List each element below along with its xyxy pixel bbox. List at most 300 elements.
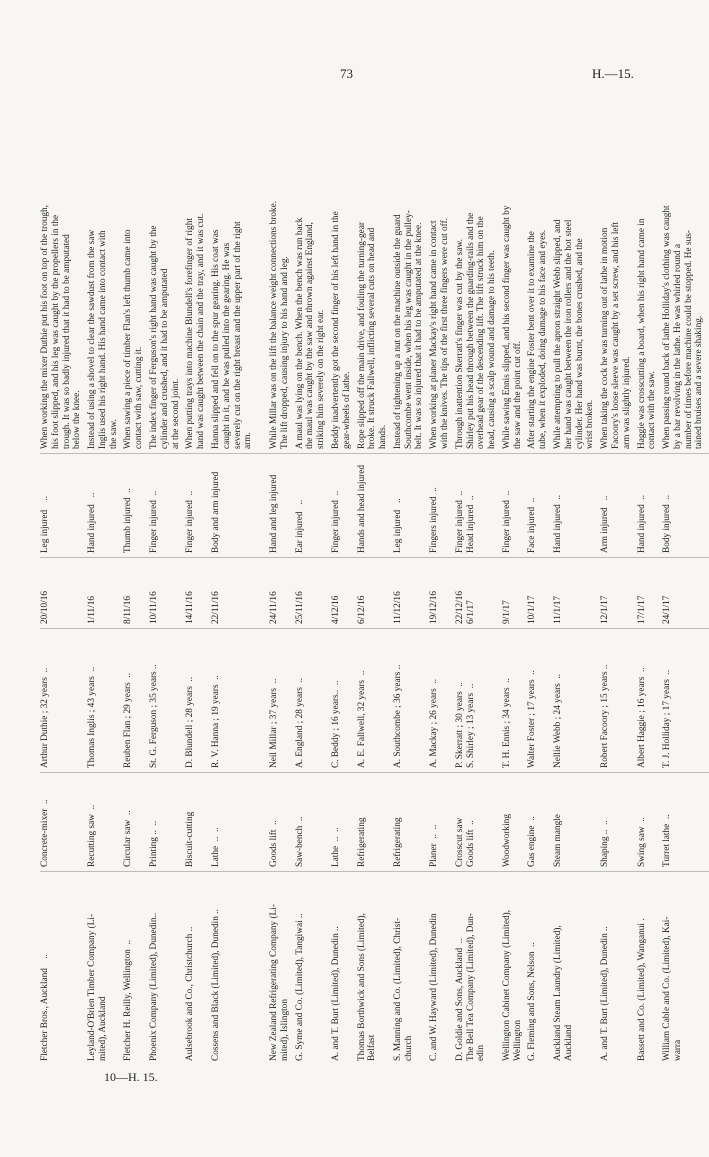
- cause-line: Through inattention Skerratt's finger was cut by the saw.: [454, 239, 465, 449]
- table-row: [149, 37, 185, 1065]
- occupier-cell: [123, 872, 149, 1066]
- cause-cell: [662, 37, 709, 454]
- machine-line: Saw-bench ..: [294, 816, 305, 867]
- cause-line: trough. It was so badly injured that it had to be amputated: [61, 234, 72, 449]
- machine-line: Crosscut saw: [454, 817, 465, 867]
- cause-line: When working at planer Mackay's right hand came in contact: [429, 220, 440, 449]
- cause-line: When taking the cock he was turning out of lathe in motion: [600, 227, 611, 449]
- injury-line: Finger injured ..: [501, 490, 512, 553]
- machine-cell: [455, 773, 502, 872]
- table-row: [637, 37, 663, 1065]
- date-cell: [185, 558, 211, 629]
- machine-cell: [553, 773, 600, 872]
- injury-cell: [393, 454, 429, 558]
- injury-cell: [149, 454, 185, 558]
- occupier-line: G. Syme and Co. (Limited), Tangiwai ..: [294, 913, 305, 1061]
- machine-line: Refrigerating: [392, 817, 403, 867]
- cause-line: Inglis used his right hand. His hand came into contact with: [97, 230, 108, 449]
- cause-line: contact with saw, cutting it.: [134, 346, 145, 449]
- date-cell: [331, 558, 357, 629]
- cause-cell: [637, 37, 663, 454]
- cause-cell: [258, 37, 295, 454]
- occupier-line: New Zealand Refrigerating Company (Li-: [269, 904, 280, 1061]
- cause-line: caught in it, and he was pulled into the gearing. He was: [221, 242, 232, 449]
- table-row: [393, 37, 429, 1065]
- table-row: [553, 37, 600, 1065]
- injury-cell: [527, 454, 553, 558]
- date-line: 10/11/16: [149, 591, 160, 624]
- cause-cell: [211, 37, 258, 454]
- cause-cell: [331, 37, 357, 454]
- cause-cell: [40, 37, 87, 454]
- cause-cell: [295, 37, 331, 454]
- cause-line: arm was slightly injured.: [621, 356, 632, 449]
- cause-line: the saw.: [108, 419, 119, 449]
- injury-cell: [502, 454, 528, 558]
- occupier-line: G. Fleming and Sons, Nelson ..: [527, 942, 538, 1061]
- accident-table-body: [40, 37, 709, 1065]
- injury-line: Leg injured ..: [40, 495, 50, 553]
- occupier-line: Fletcher Bros., Auckland ..: [40, 954, 50, 1061]
- occupier-cell: [637, 872, 663, 1066]
- injury-line: Hand injured ..: [87, 492, 98, 553]
- cause-line: Beddy inadvertently got the second finger of his left hand in the: [330, 211, 341, 449]
- person-line: St. G. Ferguson ; 35 years ..: [149, 664, 160, 768]
- date-line: 11/1/17: [553, 595, 564, 624]
- occupier-line: Thomas Borthwick and Sons (Limited),: [356, 913, 367, 1061]
- date-line: 24/11/16: [269, 591, 280, 624]
- injury-cell: [185, 454, 211, 558]
- injury-cell: [429, 454, 455, 558]
- date-cell: [393, 558, 429, 629]
- cause-line: hands.: [378, 424, 389, 449]
- injury-cell: [40, 454, 87, 558]
- table-row: [123, 37, 149, 1065]
- occupier-line: Cossens and Black (Limited), Dunedin ..: [210, 909, 221, 1061]
- occupier-cell: [527, 872, 553, 1066]
- cause-line: cylinder. Her hand was burnt, the bones crushed, and the: [574, 238, 585, 449]
- person-cell: [393, 629, 429, 773]
- cause-line: Shirley put his head through between the guarding-rails and the: [465, 212, 476, 449]
- person-cell: [455, 629, 502, 773]
- date-line: 6/1/17: [465, 600, 476, 624]
- date-line: 12/1/17: [600, 595, 611, 624]
- occupier-line: Belfast: [367, 1034, 378, 1061]
- machine-cell: [258, 773, 295, 872]
- injury-line: Face injured ..: [527, 497, 538, 553]
- cause-line: The lift dropped, causing injury to his hand and leg.: [279, 256, 290, 449]
- machine-cell: [295, 773, 331, 872]
- occupier-cell: [455, 872, 502, 1066]
- cause-line: contact with the saw.: [647, 371, 658, 449]
- occupier-line: Wellington: [512, 1019, 523, 1061]
- injury-cell: [258, 454, 295, 558]
- date-cell: [40, 558, 87, 629]
- cause-line: overhead gear of the descending lift. The lift struck him on the: [476, 216, 487, 449]
- injury-cell: [331, 454, 357, 558]
- cause-cell: [429, 37, 455, 454]
- date-line: 1/11/16: [87, 595, 98, 624]
- person-cell: [662, 629, 709, 773]
- person-line: S. Shirley ; 13 years ..: [465, 683, 476, 768]
- occupier-line: Phoenix Company (Limited), Dunedin..: [149, 912, 160, 1061]
- date-cell: [429, 558, 455, 629]
- occupier-cell: [553, 872, 600, 1066]
- occupier-line: church: [403, 1035, 414, 1061]
- cause-line: wrist broken.: [585, 399, 596, 449]
- cause-line: her hand was caught between the iron rollers and the hot steel: [563, 219, 574, 449]
- date-line: 20/10/16: [40, 590, 50, 624]
- occupier-line: C. and W. Hayward (Limited), Dunedin: [429, 913, 440, 1061]
- occupier-line: Auckland Steam Laundry (Limited),: [553, 925, 564, 1061]
- cause-line: Instead of using a shovel to clear the sawdust from the saw: [87, 229, 98, 449]
- occupier-cell: [40, 872, 87, 1066]
- cause-line: hand was caught between the chain and the tray, and it was cut.: [196, 213, 207, 449]
- injury-cell: [211, 454, 258, 558]
- cause-line: belt. It was so injured that it had to be amputated at the knee.: [414, 222, 425, 449]
- cause-cell: [185, 37, 211, 454]
- date-line: 10/1/17: [527, 595, 538, 624]
- cause-line: While sawing Ennis slipped, and his second finger was caught by: [501, 205, 512, 449]
- machine-line: Shaping .. ..: [600, 820, 611, 867]
- person-cell: [40, 629, 87, 773]
- machine-cell: [502, 773, 528, 872]
- cause-line: The index finger of Ferguson's right hand was caught by the: [149, 225, 160, 449]
- person-line: A. E. Fallwell, 32 years ..: [356, 670, 367, 768]
- machine-cell: [40, 773, 87, 872]
- cause-line: broke. It struck Fallwell, inflicting several cuts on head and: [367, 227, 378, 449]
- injury-line: Leg injured ..: [392, 498, 403, 553]
- person-line: Walter Foster ; 17 years ..: [527, 670, 538, 768]
- person-cell: [331, 629, 357, 773]
- person-line: Arthur Duthie ; 32 years ..: [40, 667, 50, 768]
- machine-cell: [662, 773, 709, 872]
- occupier-line: Wellington Cabinet Company (Limited),: [501, 909, 512, 1061]
- occupier-cell: [149, 872, 185, 1066]
- cause-line: While Millar was on the lift the balance weight connections broke.: [269, 200, 280, 449]
- table-row: [258, 37, 295, 1065]
- date-cell: [211, 558, 258, 629]
- machine-cell: [637, 773, 663, 872]
- person-cell: [553, 629, 600, 773]
- cause-line: Rope slipped off the main drive, and fouling the turning-gear: [356, 221, 367, 449]
- cause-line: below the knee.: [72, 390, 83, 449]
- injury-cell: [662, 454, 709, 558]
- cause-cell: [455, 37, 502, 454]
- occupier-line: William Cable and Co. (Limited), Kai-: [662, 916, 673, 1061]
- person-line: Robert Facoory ; 15 years ..: [600, 664, 611, 768]
- date-cell: [87, 558, 123, 629]
- footer-code: 10—H. 15.: [104, 1070, 158, 1084]
- machine-line: Lathe .. ..: [210, 827, 221, 867]
- machine-line: Steam mangle: [553, 814, 564, 867]
- document-code: H.—15.: [592, 66, 634, 81]
- person-line: P. Skerratt ; 30 years ..: [454, 682, 465, 768]
- injury-line: Finger injured ..: [330, 490, 341, 553]
- date-cell: [662, 558, 709, 629]
- cause-cell: [87, 37, 123, 454]
- person-line: Nellie Webb ; 24 years ..: [553, 673, 564, 768]
- injury-line: Hand injured ..: [553, 494, 564, 553]
- machine-line: Biscuit-cutting: [185, 811, 196, 867]
- occupier-line: D. Goldie and Sons, Auckland ..: [454, 938, 465, 1061]
- occupier-cell: [185, 872, 211, 1066]
- injury-line: Arm injured ..: [600, 495, 611, 553]
- date-line: 22/11/16: [210, 591, 221, 624]
- injury-line: Finger injured ..: [454, 490, 465, 553]
- person-cell: [211, 629, 258, 773]
- date-cell: [455, 558, 502, 629]
- person-line: A. Southcombe ; 36 years ..: [392, 664, 403, 768]
- person-line: C. Beddy ; 16 years.. ..: [330, 680, 341, 768]
- occupier-cell: [502, 872, 528, 1066]
- cause-line: Hanna slipped and fell on to the spur gearing. His coat was: [210, 229, 221, 449]
- cause-line: severely cut on the right breast and the upper part of the right: [232, 221, 243, 449]
- date-line: 24/1/17: [662, 595, 673, 624]
- cause-line: When passing round back of lathe Holliday's clothing was caught: [662, 205, 673, 449]
- machine-cell: [393, 773, 429, 872]
- date-cell: [295, 558, 331, 629]
- machine-line: Turret lathe ..: [662, 814, 673, 867]
- cause-line: After starting the engine Foster bent over it to examine the: [527, 231, 538, 449]
- occupier-line: Leyland-O'Brien Timber Company (Li-: [87, 913, 98, 1061]
- table-row: [502, 37, 528, 1065]
- cause-line: Haggie was crosscutting a board, when his right hand came in: [636, 218, 647, 449]
- date-line: 19/12/16: [429, 590, 440, 624]
- table-row: [600, 37, 636, 1065]
- person-cell: [527, 629, 553, 773]
- cause-line: Facoory's loose sleeve was caught by a set screw, and his left: [610, 221, 621, 449]
- table-row: [527, 37, 553, 1065]
- person-cell: [295, 629, 331, 773]
- injury-cell: [87, 454, 123, 558]
- occupier-cell: [429, 872, 455, 1066]
- cause-line: Instead of tightening up a nut on the machine outside the guard: [392, 214, 403, 449]
- date-line: 6/12/16: [356, 595, 367, 624]
- occupier-line: mited), Auckland: [97, 996, 108, 1061]
- cause-cell: [600, 37, 636, 454]
- injury-line: Finger injured ..: [185, 490, 196, 553]
- injury-line: Thumb injured ..: [123, 488, 134, 553]
- date-cell: [258, 558, 295, 629]
- cause-cell: [527, 37, 553, 454]
- cause-line: number of times before machine could be stopped. He sus-: [683, 230, 694, 449]
- accident-table: [40, 37, 709, 1065]
- cause-cell: [553, 37, 600, 454]
- cause-cell: [502, 37, 528, 454]
- cause-line: tained bruises and a severe shaking.: [694, 315, 705, 449]
- machine-cell: [527, 773, 553, 872]
- occupier-cell: [600, 872, 636, 1066]
- machine-cell: [211, 773, 258, 872]
- table-row: [662, 37, 709, 1065]
- injury-line: Ear injured ..: [294, 499, 305, 553]
- occupier-line: Bassett and Co. (Limited), Wanganui .: [636, 918, 647, 1061]
- machine-cell: [123, 773, 149, 872]
- person-cell: [600, 629, 636, 773]
- cause-line: by a bar revolving in the lathe. He was whirled round a: [672, 244, 683, 449]
- machine-cell: [357, 773, 393, 872]
- injury-line: Finger injured ..: [149, 490, 160, 553]
- occupier-line: A. and T. Burt (Limited), Dunedin ..: [330, 926, 341, 1061]
- injury-cell: [637, 454, 663, 558]
- cause-cell: [357, 37, 393, 454]
- person-line: Reuben Flan ; 29 years ..: [123, 672, 134, 768]
- date-cell: [600, 558, 636, 629]
- cause-cell: [123, 37, 149, 454]
- injury-line: Fingers injured ..: [429, 487, 440, 553]
- person-cell: [357, 629, 393, 773]
- date-line: 25/11/16: [294, 591, 305, 624]
- machine-line: Concrete-mixer ..: [40, 799, 50, 867]
- table-row: [429, 37, 455, 1065]
- injury-line: Hand and leg injured: [269, 474, 280, 553]
- table-row: [87, 37, 123, 1065]
- injury-cell: [553, 454, 600, 558]
- person-cell: [637, 629, 663, 773]
- machine-line: Woodworking: [501, 814, 512, 867]
- date-cell: [149, 558, 185, 629]
- cause-line: the saw and the point cut off.: [512, 340, 523, 449]
- person-cell: [502, 629, 528, 773]
- occupier-cell: [295, 872, 331, 1066]
- cause-cell: [393, 37, 429, 454]
- machine-line: Circular saw ..: [123, 810, 134, 867]
- machine-line: Refrigerating: [356, 817, 367, 867]
- occupier-line: A. and T. Burt (Limited), Dunedin ..: [600, 926, 611, 1061]
- cause-line: head, causing a scalp wound and damage to his teeth.: [487, 250, 498, 449]
- occupier-line: edin: [476, 1044, 487, 1061]
- cause-line: When sawing a piece of timber Flan's left thumb came into: [123, 229, 134, 449]
- injury-line: Head injured ..: [465, 495, 476, 553]
- machine-line: Planer .. ..: [429, 824, 440, 867]
- person-line: T. J. Holliday ; 17 years ..: [662, 669, 673, 768]
- date-cell: [553, 558, 600, 629]
- injury-line: Hands and head injured: [356, 464, 367, 553]
- occupier-cell: [331, 872, 357, 1066]
- date-cell: [502, 558, 528, 629]
- cause-line: tube, when it exploded, doing damage to his face and eyes.: [538, 229, 549, 449]
- machine-line: Goods lift ..: [465, 820, 476, 867]
- person-cell: [429, 629, 455, 773]
- machine-line: Swing saw ..: [636, 817, 647, 867]
- machine-line: Goods lift ..: [269, 820, 280, 867]
- cause-line: cylinder and crushed, and it had to be amputated: [159, 268, 170, 449]
- machine-cell: [149, 773, 185, 872]
- machine-cell: [600, 773, 636, 872]
- occupier-line: warra: [672, 1039, 683, 1061]
- occupier-line: Auckland: [563, 1024, 574, 1061]
- injury-line: Hand injured ..: [636, 494, 647, 553]
- cause-line: arm.: [243, 432, 254, 449]
- person-line: Thomas Inglis ; 43 years ..: [87, 666, 98, 768]
- cause-line: gear-wheels of lathe.: [341, 371, 352, 449]
- table-row: [211, 37, 258, 1065]
- injury-line: Body injured ..: [662, 494, 673, 553]
- machine-cell: [331, 773, 357, 872]
- person-cell: [258, 629, 295, 773]
- cause-line: When putting trays into machine Blundell's forefinger of right: [185, 218, 196, 449]
- person-line: A. England ; 28 years ..: [294, 677, 305, 768]
- date-cell: [637, 558, 663, 629]
- machine-cell: [429, 773, 455, 872]
- date-line: 17/1/17: [636, 595, 647, 624]
- cause-line: striking him severely on the right ear.: [316, 309, 327, 449]
- table-row: [185, 37, 211, 1065]
- machine-cell: [87, 773, 123, 872]
- occupier-line: The Bell Tea Company (Limited), Dun-: [465, 913, 476, 1061]
- person-cell: [149, 629, 185, 773]
- injury-cell: [123, 454, 149, 558]
- person-line: T. H. Ennis ; 34 years ..: [501, 678, 512, 768]
- person-line: Neil Millar ; 37 years ..: [269, 678, 280, 768]
- person-cell: [87, 629, 123, 773]
- machine-line: Lathe .. ..: [330, 827, 341, 867]
- occupier-cell: [258, 872, 295, 1066]
- person-line: R. V. Hanna ; 19 years ..: [210, 675, 221, 768]
- injury-cell: [295, 454, 331, 558]
- occupier-cell: [662, 872, 709, 1066]
- machine-line: Recutting saw ..: [87, 804, 98, 867]
- injury-cell: [600, 454, 636, 558]
- cause-cell: [149, 37, 185, 454]
- person-cell: [185, 629, 211, 773]
- date-line: 8/11/16: [123, 595, 134, 624]
- date-cell: [357, 558, 393, 629]
- cause-line: A maul was lying on the bench. When the bench was run back: [294, 217, 305, 449]
- occupier-cell: [393, 872, 429, 1066]
- occupier-line: S. Manning and Co. (Limited), Christ-: [392, 917, 403, 1061]
- injury-cell: [455, 454, 502, 558]
- cause-line: with the knives. The tips of the first three fingers were cut off.: [440, 218, 450, 449]
- cause-line: his foot slipped, and his leg was caught by the propellers in the: [50, 214, 61, 449]
- person-line: Albert Haggie ; 16 years ..: [636, 667, 647, 768]
- rotated-table-region: [40, 90, 705, 1065]
- table-row: [331, 37, 357, 1065]
- person-line: D. Blundell ; 28 years ..: [185, 676, 196, 768]
- cause-line: Southcombe went inside, when his leg was caught in the pulley-: [403, 210, 414, 449]
- machine-line: Printing .. ..: [149, 820, 160, 867]
- cause-line: at the second joint.: [170, 378, 181, 449]
- person-cell: [123, 629, 149, 773]
- date-line: 4/12/16: [330, 595, 341, 624]
- cause-line: the maul was caught by the saw and thrown against England,: [305, 222, 316, 449]
- date-line: 11/12/16: [392, 591, 403, 624]
- table-row: [295, 37, 331, 1065]
- machine-line: Gas engine ..: [527, 816, 538, 867]
- table-row: [455, 37, 502, 1065]
- date-cell: [123, 558, 149, 629]
- table-row: [357, 37, 393, 1065]
- occupier-line: Fletcher H. Reilly, Wellington ..: [123, 939, 134, 1061]
- cause-line: While attempting to pull the apron straight Webb slipped, and: [553, 219, 564, 449]
- page-number: 73: [340, 66, 353, 81]
- injury-line: Body and arm injured: [210, 471, 221, 553]
- date-line: 22/12/16: [454, 590, 465, 624]
- machine-cell: [185, 773, 211, 872]
- table-row: [40, 37, 87, 1065]
- person-line: A. Mackay ; 26 years ..: [429, 678, 440, 768]
- date-cell: [527, 558, 553, 629]
- occupier-cell: [357, 872, 393, 1066]
- occupier-line: mited), Islington: [279, 999, 290, 1061]
- date-line: 9/1/17: [501, 600, 512, 624]
- injury-cell: [357, 454, 393, 558]
- date-line: 14/11/16: [185, 591, 196, 624]
- occupier-line: Aulsebrook and Co., Christchurch ..: [185, 926, 196, 1061]
- cause-line: When working the mixer Duthie put his foot on top of the trough,: [40, 204, 50, 449]
- occupier-cell: [211, 872, 258, 1066]
